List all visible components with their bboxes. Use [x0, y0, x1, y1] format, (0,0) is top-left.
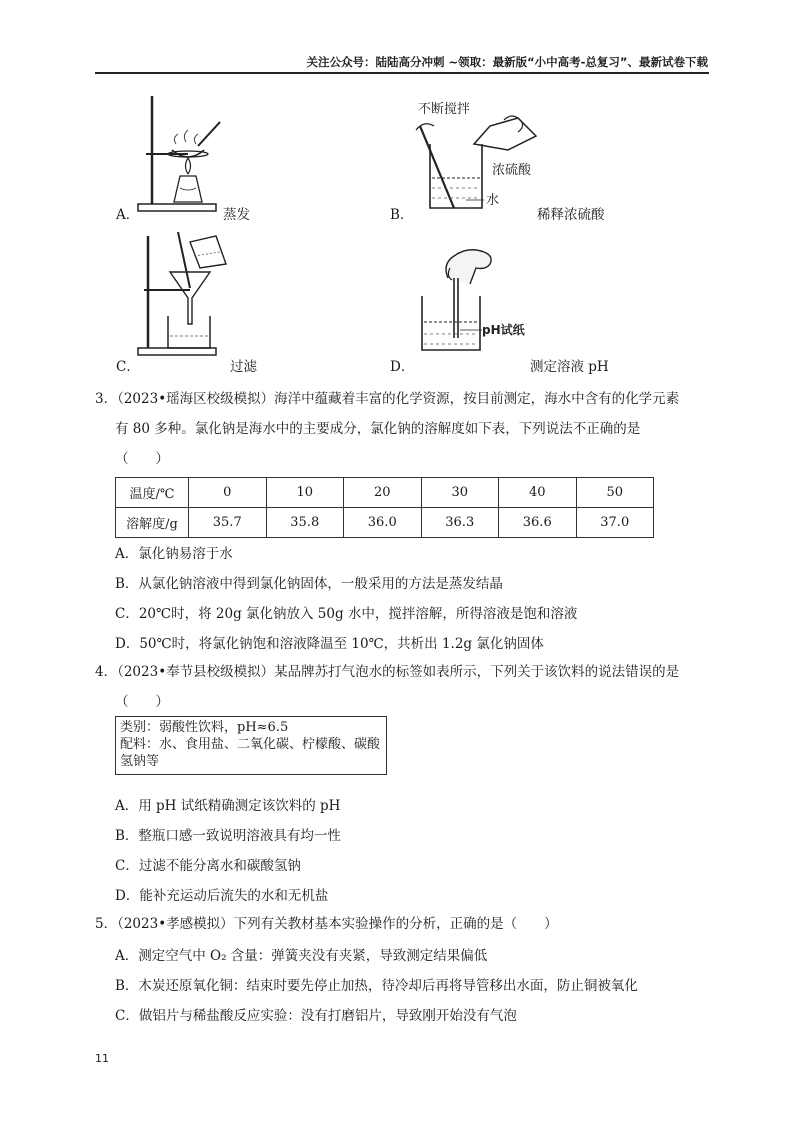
table-row-header: 溶解度/g — [116, 508, 189, 538]
q5-option-a: A．测定空气中 O₂ 含量：弹簧夹没有夹紧，导致测定结果偏低 — [115, 948, 488, 964]
q4-option-d: D．能补充运动后流失的水和无机盐 — [115, 888, 329, 904]
glass-rod — [198, 122, 220, 146]
table-cell: 36.0 — [344, 508, 422, 538]
figure-a-option: A． — [116, 207, 140, 223]
q3-option-d: D．50℃时，将氯化钠饱和溶液降温至 10℃，共析出 1.2g 氯化钠固体 — [115, 636, 544, 652]
table-cell: 30 — [421, 478, 499, 508]
page-number: 11 — [95, 1052, 109, 1065]
filtration-apparatus-figure — [130, 228, 230, 358]
table-cell: 36.3 — [421, 508, 499, 538]
table-cell: 35.7 — [189, 508, 267, 538]
table-cell: 37.0 — [576, 508, 654, 538]
stir-arrow — [416, 124, 434, 130]
page-header: 关注公众号：陆陆高分冲刺 ~领取：最新版“小中高考-总复习”、最新试卷下载 — [306, 55, 708, 69]
q3-stem-line2: 有 80 多种。氯化钠是海水中的主要成分，氯化钠的溶解度如下表，下列说法不正确的是 — [115, 421, 641, 437]
glass-rod — [178, 232, 190, 288]
q3-option-b: B．从氯化钠溶液中得到氯化钠固体，一般采用的方法是蒸发结晶 — [115, 576, 503, 592]
q4-option-c: C．过滤不能分离水和碳酸氢钠 — [115, 858, 301, 874]
flame — [186, 158, 191, 174]
nacl-solubility-table — [115, 477, 654, 538]
alcohol-lamp — [174, 176, 202, 202]
figure-d-option: D． — [390, 359, 415, 375]
acid-label: 浓硫酸 — [492, 163, 532, 178]
table-cell: 20 — [344, 478, 422, 508]
evaporation-apparatus-figure — [130, 92, 230, 214]
solubility-row — [116, 508, 654, 538]
dilute-sulfuric-acid-figure — [408, 96, 548, 218]
table-cell: 10 — [266, 478, 344, 508]
table-row-header: 温度/℃ — [116, 478, 189, 508]
ph-measurement-figure — [410, 244, 530, 358]
drink-label-category: 类别：弱酸性饮料，pH≈6.5 — [120, 720, 289, 735]
figure-b-caption: 稀释浓硫酸 — [537, 207, 605, 223]
stirring-rod — [420, 126, 454, 208]
q5-option-b: B．木炭还原氧化铜：结束时要先停止加热，待冷却后再将导管移出水面，防止铜被氧化 — [115, 978, 638, 994]
temperature-row — [116, 478, 654, 508]
figure-d-caption: 测定溶液 pH — [530, 359, 609, 375]
figure-c-option: C． — [116, 359, 140, 375]
pouring-beaker — [190, 236, 226, 268]
q4-option-a: A．用 pH 试纸精确测定该饮料的 pH — [115, 798, 341, 814]
q3-answer-blank: （ ） — [115, 451, 169, 467]
table-cell: 40 — [499, 478, 577, 508]
table-cell: 50 — [576, 478, 654, 508]
figure-a-caption: 蒸发 — [223, 207, 250, 223]
table-cell: 35.8 — [266, 508, 344, 538]
q4-option-b: B．整瓶口感一致说明溶液具有均一性 — [115, 828, 341, 844]
drink-label-ingredients: 配料：水、食用盐、二氧化碳、柠檬酸、碳酸氢钠等 — [120, 737, 381, 769]
hand — [446, 250, 491, 284]
q3-option-c: C．20℃时，将 20g 氯化钠放入 50g 水中，搅拌溶解，所得溶液是饱和溶液 — [115, 606, 578, 622]
drink-label-box — [115, 716, 387, 775]
figure-c-caption: 过滤 — [230, 359, 257, 375]
receiving-beaker — [168, 316, 210, 348]
hand — [504, 116, 523, 132]
stand-base — [138, 204, 216, 211]
stand-base — [138, 348, 216, 355]
table-cell: 36.6 — [499, 508, 577, 538]
figure-b-option: B． — [390, 207, 414, 223]
table-cell: 0 — [189, 478, 267, 508]
q3-stem-line1: 3．（2023•瑶海区校级模拟）海洋中蕴藏着丰富的化学资源，按目前测定，海水中含有的化学元素 — [95, 391, 680, 407]
water-label: 水 — [486, 193, 500, 208]
q4-answer-blank: （ ） — [115, 694, 169, 710]
q4-stem: 4．（2023•奉节县校级模拟）某品牌苏打气泡水的标签如表所示，下列关于该饮料的说法错误的是 — [95, 664, 680, 680]
q3-option-a: A．氯化钠易溶于水 — [115, 546, 233, 562]
steam — [174, 130, 198, 144]
beaker — [422, 296, 480, 350]
acid-bottle — [474, 118, 536, 150]
ph-paper-label: pH试纸 — [482, 323, 525, 337]
q5-stem: 5．（2023•孝感模拟）下列有关教材基本实验操作的分析，正确的是（ ） — [95, 916, 558, 932]
stir-label: 不断搅拌 — [418, 102, 471, 117]
q5-option-c: C．做铝片与稀盐酸反应实验：没有打磨铝片，导致刚开始没有气泡 — [115, 1008, 517, 1024]
header-divider — [95, 72, 709, 74]
funnel — [170, 272, 210, 324]
